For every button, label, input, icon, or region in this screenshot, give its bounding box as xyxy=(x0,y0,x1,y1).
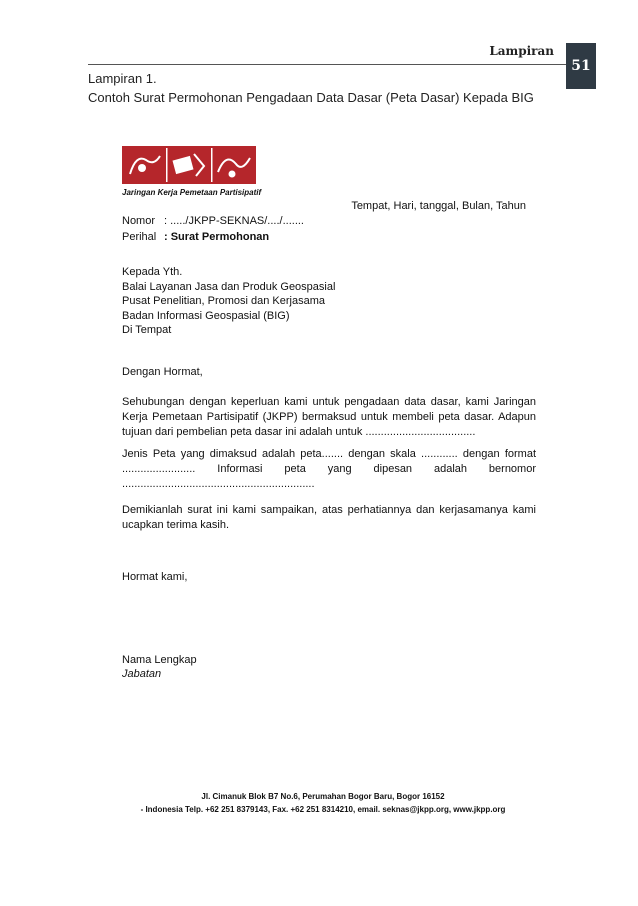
signatory-name: Nama Lengkap xyxy=(122,654,197,666)
header-label: Lampiran xyxy=(489,44,554,58)
address-line: Kepada Yth. xyxy=(122,266,183,278)
header-rule xyxy=(88,64,566,65)
address-line: Pusat Penelitian, Promosi dan Kerjasama xyxy=(122,295,325,307)
logo-caption: Jaringan Kerja Pemetaan Partisipatif xyxy=(122,188,262,197)
body-paragraph-1: Sehubungan dengan keperluan kami untuk pengadaan data dasar, kami Jaringan Kerja Pemetaan Partisipatif (JKPP) bermaksud untuk membeli peta dasar. Adapun tujuan dari pembelian peta dasar ini adalah untuk .................................... xyxy=(122,396,536,438)
perihal-label: Perihal xyxy=(122,231,157,243)
nomor-value: : ...../JKPP-SEKNAS/..../....... xyxy=(164,215,304,227)
signatory-position: Jabatan xyxy=(122,668,162,680)
recipient-address xyxy=(122,265,335,338)
letter-date-place: Tempat, Hari, tanggal, Bulan, Tahun xyxy=(351,200,526,212)
letter-perihal xyxy=(122,231,269,243)
jkpp-logo xyxy=(122,146,256,184)
address-line: Di Tempat xyxy=(122,324,172,336)
nomor-label: Nomor xyxy=(122,215,156,227)
salutation: Dengan Hormat, xyxy=(122,366,203,378)
perihal-value: : Surat Permohonan xyxy=(164,231,270,243)
caption-description: Contoh Surat Permohonan Pengadaan Data Dasar (Peta Dasar) Kepada BIG xyxy=(88,90,534,105)
letter-image xyxy=(108,140,538,830)
page-number: 51 xyxy=(566,43,596,89)
letter-nomor xyxy=(122,215,304,227)
closing: Hormat kami, xyxy=(122,571,188,583)
address-line: Balai Layanan Jasa dan Produk Geospasial xyxy=(122,280,336,293)
address-line: Badan Informasi Geospasial (BIG) xyxy=(122,309,290,322)
caption-title: Lampiran 1. xyxy=(88,71,157,86)
footer-address: Jl. Cimanuk Blok B7 No.6, Perumahan Bogor Baru, Bogor 16152 xyxy=(201,792,445,801)
body-paragraph-2: Jenis Peta yang dimaksud adalah peta....... dengan skala ............ dengan format ........................ Informasi peta yang dipesan adalah bernomor ............................................................... xyxy=(122,448,536,490)
body-paragraph-3: Demikianlah surat ini kami sampaikan, atas perhatiannya dan kerjasamanya kami ucapkan terima kasih. xyxy=(122,504,536,531)
footer-contact: - Indonesia Telp. +62 251 8379143, Fax. +62 251 8314210, email. seknas@jkpp.org, www.jkpp.org xyxy=(140,805,506,814)
